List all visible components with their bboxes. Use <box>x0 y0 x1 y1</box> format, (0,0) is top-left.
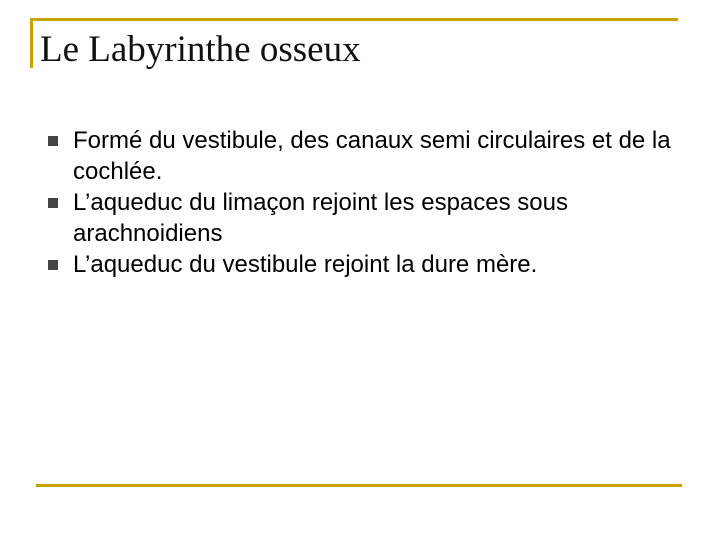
bullet-text: Formé du vestibule, des canaux semi circulaires et de la cochlée. <box>73 127 671 185</box>
square-bullet-icon <box>48 260 58 270</box>
bullet-text: L’aqueduc du vestibule rejoint la dure mère. <box>73 251 538 278</box>
square-bullet-icon <box>48 136 58 146</box>
bullet-list <box>48 125 688 280</box>
list-item <box>48 187 688 249</box>
list-item <box>48 125 688 187</box>
bullet-text: L’aqueduc du limaçon rejoint les espaces sous arachnoidiens <box>73 189 568 247</box>
square-bullet-icon <box>48 198 58 208</box>
list-item <box>48 249 688 280</box>
title-frame-left-line <box>30 18 33 68</box>
slide-title: Le Labyrinthe osseux <box>40 29 361 70</box>
footer-divider-line <box>36 484 682 487</box>
title-frame-top-line <box>30 18 678 21</box>
